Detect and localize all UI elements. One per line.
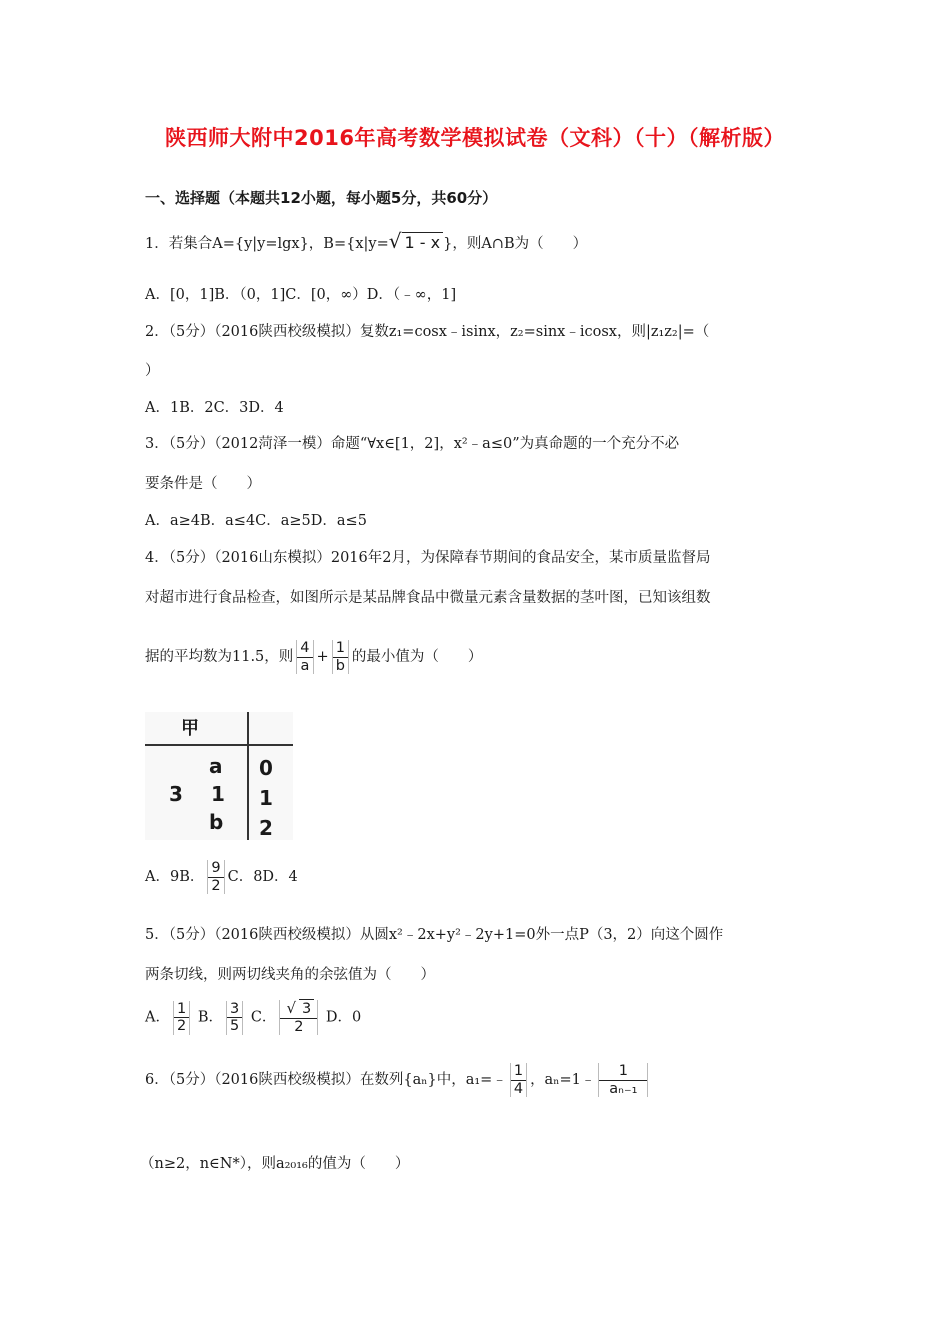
q5-option-b: B． bbox=[197, 1009, 223, 1026]
stem-divider-vertical bbox=[247, 712, 249, 840]
leaf-1: 1 bbox=[211, 782, 225, 806]
page-title: 陕西师大附中2016年高考数学模拟试卷（文科）（十）（解析版） bbox=[165, 126, 785, 150]
stem-1: 1 bbox=[259, 786, 273, 810]
q4-fraction-4-over-a: $\frac{4}{a}$ bbox=[296, 640, 313, 674]
q4-options bbox=[145, 860, 298, 894]
q4-line3-pre: 据的平均数为11.5，则 bbox=[145, 649, 294, 665]
leaf-3: 3 bbox=[169, 782, 183, 806]
stem-header: 甲 bbox=[181, 718, 199, 739]
plus-sign: + bbox=[316, 649, 329, 665]
q6-line-2: （n≥2，n∈N*），则a₂₀₁₆的值为（ ） bbox=[140, 1156, 410, 1172]
q5-line-2: 两条切线，则两切线夹角的余弦值为（ ） bbox=[145, 967, 435, 983]
question-1 bbox=[145, 229, 587, 253]
q1-text-pre: 1．若集合A={y|y=lgx}，B={x|y= bbox=[145, 236, 389, 252]
q5-fraction-3-5: $\frac{3}{5}$ bbox=[226, 1001, 243, 1035]
q4-line-1: 4．（5分）（2016山东模拟）2016年2月，为保障春节期间的食品安全，某市质量监督局 bbox=[145, 550, 711, 566]
q4-option-a-b: A．9B． bbox=[145, 869, 205, 885]
q4-option-fraction-9-2: $\frac{9}{2}$ bbox=[207, 860, 224, 894]
q1-text-post: }，则A∩B为（ ） bbox=[443, 236, 588, 252]
stem-0: 0 bbox=[259, 756, 273, 780]
q4-fraction-1-over-b: $\frac{1}{b}$ bbox=[332, 640, 349, 674]
q3-options: A．a≥4B．a≤4C．a≥5D．a≤5 bbox=[145, 513, 367, 529]
sqrt-icon: √ bbox=[286, 999, 296, 1017]
q6-fraction-1-4: $\frac{1}{4}$ bbox=[510, 1063, 527, 1097]
q2-line-2: ） bbox=[145, 363, 160, 379]
stem-2: 2 bbox=[259, 816, 273, 840]
q6-text-mid: ，aₙ=1﹣ bbox=[530, 1072, 596, 1088]
leaf-b: b bbox=[209, 810, 224, 834]
section-heading: 一、选择题（本题共12小题，每小题5分，共60分） bbox=[145, 189, 498, 207]
q2-options: A．1B．2C．3D．4 bbox=[145, 400, 284, 416]
q4-line3-post: 的最小值为（ ） bbox=[351, 649, 483, 665]
q5-option-c: C． bbox=[250, 1009, 277, 1026]
q4-line-3 bbox=[145, 640, 482, 674]
stem-leaf-plot bbox=[145, 712, 293, 840]
q6-fraction-1-over-an-1: $\frac{1}{\text{aₙ₋₁}}$ bbox=[598, 1063, 648, 1097]
q5-option-d: D．0 bbox=[325, 1009, 362, 1026]
q5-fraction-sqrt3-2: $\frac{√ 3}{2}$ bbox=[279, 1000, 318, 1035]
stem-divider-horizontal bbox=[145, 744, 293, 746]
q6-text-pre: 6．（5分）（2016陕西校级模拟）在数列{aₙ}中，a₁=﹣ bbox=[145, 1072, 507, 1088]
q5-options bbox=[145, 1000, 361, 1035]
q1-sqrt-expr: 1 - x bbox=[402, 232, 444, 252]
sqrt-icon: √ bbox=[388, 229, 402, 253]
q4-line-2: 对超市进行食品检查，如图所示是某品牌食品中微量元素含量数据的茎叶图，已知该组数 bbox=[145, 590, 711, 606]
q2-line-1: 2．（5分）（2016陕西校级模拟）复数z₁=cosx﹣isinx，z₂=sinx﹣icosx，则|z₁z₂|=（ bbox=[145, 324, 710, 340]
q1-options: A．[0，1]B．（0，1]C．[0，∞）D．（﹣∞，1] bbox=[145, 287, 457, 303]
leaf-a: a bbox=[209, 754, 223, 778]
q5-option-a: A． bbox=[145, 1009, 170, 1026]
q4-option-c-d: C．8D．4 bbox=[227, 869, 298, 885]
q5-line-1: 5．（5分）（2016陕西校级模拟）从圆x²﹣2x+y²﹣2y+1=0外一点P（3，2）向这个圆作 bbox=[145, 927, 724, 943]
q3-line-2: 要条件是（ ） bbox=[145, 476, 261, 492]
q3-line-1: 3．（5分）（2012菏泽一模）命题“∀x∈[1，2]，x²﹣a≤0”为真命题的一个充分不必 bbox=[145, 436, 680, 452]
q5-fraction-1-2: $\frac{1}{2}$ bbox=[173, 1001, 190, 1035]
question-6 bbox=[145, 1063, 651, 1097]
